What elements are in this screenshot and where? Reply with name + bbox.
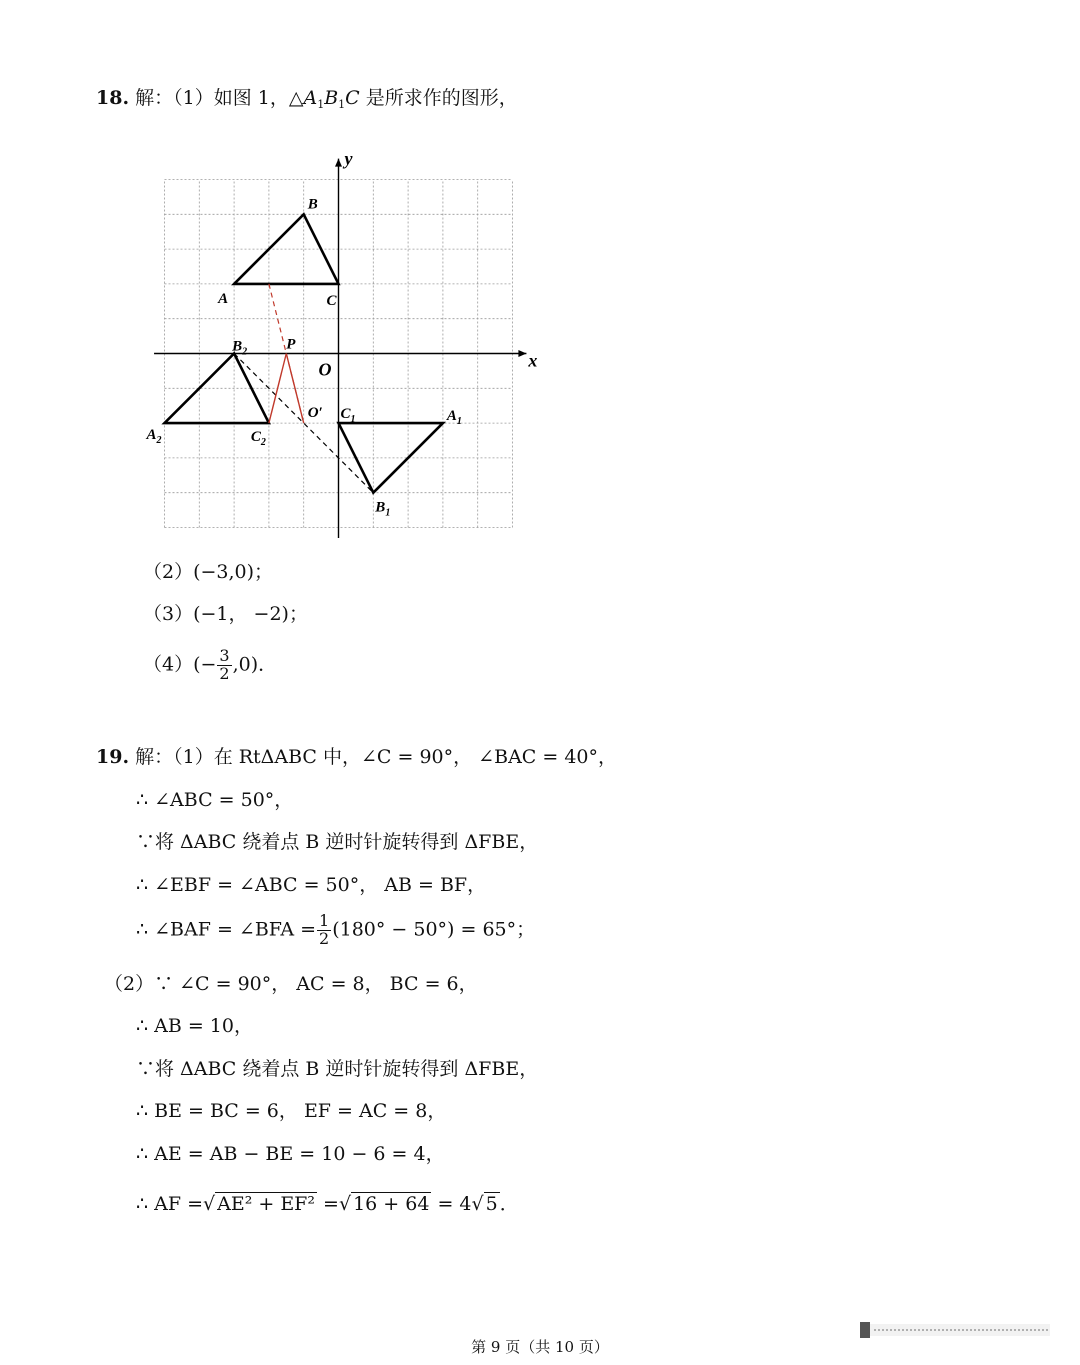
label-c: C — [326, 292, 337, 309]
label-b2: $B_2$ — [232, 338, 248, 358]
red-line-c2-p — [269, 354, 286, 424]
q19-number: 19. — [96, 746, 130, 768]
q19-l5-prefix: ∴ ∠BAF = ∠BFA = — [136, 918, 317, 941]
label-c2: $C_2$ — [250, 429, 266, 449]
q19-line-2: ∴ ∠ABC = 50°， — [136, 789, 294, 811]
q19-line-11: ∴ AF =√ AE² + EF² =√ 16 + 64 = 4√ 5 ． — [136, 1193, 519, 1215]
sqrt-term-3: 5 — [485, 1193, 498, 1215]
q18-part4-fraction — [217, 648, 231, 683]
q19-line-9: ∴ BE = BC = 6， EF = AC = 8， — [136, 1100, 447, 1122]
sqrt-term-2: 16 + 64 — [353, 1193, 430, 1215]
q18-part2: （2）(−3,0)； — [143, 561, 274, 583]
q19-line-5 — [136, 913, 535, 948]
label-b: B — [307, 196, 318, 213]
q19-l5-fraction — [317, 913, 331, 948]
q19-line-8: ∵将 ΔABC 绕着点 B 逆时针旋转得到 ΔFBE， — [136, 1058, 539, 1080]
page-footer: 第 9 页（共 10 页） — [471, 1338, 609, 1356]
q19-line-10: ∴ AE = AB − BE = 10 − 6 = 4， — [136, 1143, 445, 1165]
q18-part4-suffix: ,0)． — [232, 653, 278, 676]
label-o-prime: O′ — [307, 405, 323, 422]
label-a1: $A_1$ — [446, 408, 462, 428]
q19-l11-mid: = — [317, 1193, 339, 1215]
figure-labels — [146, 149, 538, 519]
fraction-denominator: 2 — [319, 928, 330, 948]
q18-number: 18. — [96, 87, 130, 109]
q18-part4 — [143, 648, 277, 683]
label-a: A — [218, 290, 229, 307]
x-axis-arrow-icon — [518, 350, 526, 357]
y-axis-label: y — [344, 148, 353, 169]
x-axis-label: x — [528, 350, 538, 371]
q19-l11-prefix: ∴ AF = — [136, 1193, 203, 1215]
q19-line-7: ∴ AB = 10， — [136, 1015, 253, 1037]
q18-header: 18. 解：（1）如图 1，$\triangle A_1B_1C$ 是所求作的图形， — [96, 87, 518, 111]
q18-part4-prefix: （4）(− — [143, 653, 217, 676]
q18-part1-suffix: 是所求作的图形， — [365, 87, 518, 109]
label-c1: $C_1$ — [340, 406, 356, 426]
q18-part1-prefix: 解：（1）如图 1，△ — [135, 87, 304, 109]
y-axis-arrow-icon — [335, 159, 342, 167]
label-a2: $A_2$ — [146, 427, 162, 447]
label-b1: $B_1$ — [375, 499, 391, 519]
fraction-numerator: 1 — [319, 911, 330, 930]
q19-l11-end: ． — [499, 1193, 519, 1215]
fraction-numerator: 3 — [219, 646, 230, 665]
coordinate-figure — [140, 140, 540, 550]
q19-l5-suffix: (180° − 50°) = 65°； — [332, 918, 536, 941]
q19-l11-eq: = 4 — [431, 1193, 472, 1215]
label-p: P — [286, 336, 296, 353]
q19-line-6: （2）∵ ∠C = 90°， AC = 8， BC = 6， — [104, 973, 478, 995]
fraction-denominator: 2 — [219, 663, 230, 683]
q19-line-3: ∵将 ΔABC 绕着点 B 逆时针旋转得到 ΔFBE， — [136, 831, 539, 853]
q19-line-1 — [96, 748, 617, 767]
q19-l1-text: 解：（1）在 RtΔABC 中，∠C = 90°， ∠BAC = 40°， — [135, 746, 618, 768]
label-origin: O — [318, 359, 332, 380]
q19-line-4: ∴ ∠EBF = ∠ABC = 50°， AB = BF， — [136, 874, 487, 896]
sqrt-term-1: AE² + EF² — [217, 1193, 315, 1215]
axes — [154, 159, 526, 538]
q18-part3: （3）(−1， −2)； — [143, 603, 308, 625]
